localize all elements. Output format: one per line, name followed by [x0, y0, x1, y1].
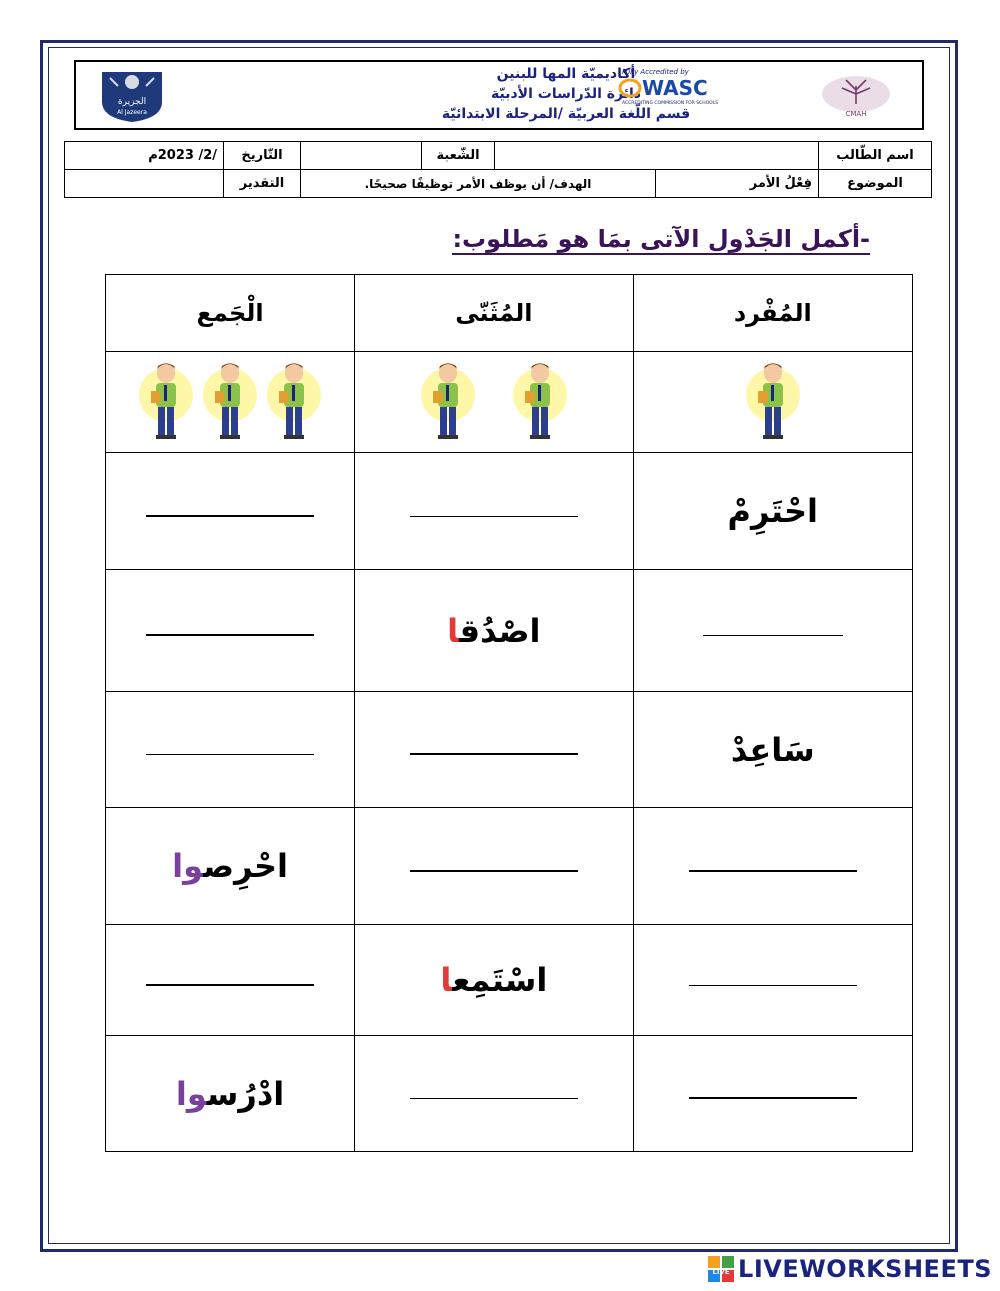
singular-cell[interactable]: [633, 570, 912, 692]
exercise-table: [105, 274, 913, 1152]
plural-cell[interactable]: [106, 692, 355, 808]
section-field[interactable]: [301, 142, 422, 170]
answer-blank[interactable]: [146, 634, 314, 636]
table-row: [106, 692, 913, 808]
singular-cell: احْتَرِمْ: [633, 453, 912, 570]
table-row: [106, 570, 913, 692]
figures-singular: [633, 352, 912, 453]
boy-figure-icon: [266, 357, 322, 447]
wasc-caption: Fully Accredited by: [622, 68, 689, 76]
header-singular: المُفْرد: [633, 275, 912, 352]
figures-plural: [106, 352, 355, 453]
plural-cell: [106, 1036, 355, 1152]
cmah-text: CMAH: [845, 110, 867, 118]
table-row: [106, 925, 913, 1036]
boy-figures: [106, 357, 354, 447]
plural-cell[interactable]: [106, 570, 355, 692]
answer-blank[interactable]: [410, 753, 578, 755]
singular-cell[interactable]: [633, 808, 912, 925]
header-plural: الْجَمع: [106, 275, 355, 352]
school-logo-text: الجزيرة: [117, 97, 147, 107]
plural-cell[interactable]: [106, 453, 355, 570]
answer-blank[interactable]: [689, 870, 857, 872]
plural-word: ادْرُس: [206, 1074, 285, 1113]
wasc-text: WASC: [642, 76, 708, 100]
section-name: قسم اللّغة العربيّة /المرحلة الابتدائيّة: [441, 106, 691, 122]
boy-figure-icon: [745, 357, 801, 447]
grade-field[interactable]: [65, 170, 224, 198]
student-name-label: اسم الطّالب: [819, 142, 932, 170]
singular-cell: سَاعِدْ: [633, 692, 912, 808]
liveworksheets-text: LIVEWORKSHEETS: [738, 1255, 992, 1283]
table-row: [106, 1036, 913, 1152]
date-label: التّاريخ: [224, 142, 301, 170]
dual-cell[interactable]: [355, 453, 633, 570]
answer-blank[interactable]: [146, 984, 314, 986]
dual-suffix: ا: [440, 961, 453, 999]
boy-figure-icon: [420, 357, 476, 447]
school-logo: [96, 68, 168, 124]
answer-blank[interactable]: [410, 1098, 578, 1099]
boy-figure-icon: [202, 357, 258, 447]
dual-cell: [355, 925, 633, 1036]
goal-text: الهدف/ أن يوظف الأمر توظيفًا صحيحًا.: [301, 170, 656, 198]
dual-suffix: ا: [447, 611, 460, 650]
plural-suffix: وا: [175, 1074, 207, 1113]
dual-cell[interactable]: [355, 1036, 633, 1152]
liveworksheets-logo-icon: [708, 1256, 734, 1282]
wasc-sub: ACCREDITING COMMISSION FOR SCHOOLS: [622, 101, 719, 106]
plural-suffix: وا: [172, 847, 204, 885]
singular-cell[interactable]: [633, 925, 912, 1036]
student-info-table: [64, 141, 932, 198]
logo-letters: LIVE: [712, 1268, 730, 1276]
department-name: دائرة الدّراسات الأدبيّة: [491, 86, 641, 102]
answer-blank[interactable]: [703, 635, 843, 636]
answer-blank[interactable]: [410, 516, 578, 517]
dual-cell[interactable]: [355, 808, 633, 925]
section-label: الشّعبة: [422, 142, 495, 170]
cmah-logo: [816, 70, 896, 120]
dual-word: اصْدُق: [459, 611, 541, 650]
singular-cell[interactable]: [633, 1036, 912, 1152]
school-logo-sub: Al Jazeera: [117, 109, 147, 116]
boy-figure-icon: [138, 357, 194, 447]
answer-blank[interactable]: [689, 985, 857, 986]
student-name-field[interactable]: [495, 142, 819, 170]
plural-cell[interactable]: [106, 925, 355, 1036]
wasc-logo: [616, 66, 756, 106]
topic-label: الموضوع: [819, 170, 932, 198]
header-box: [74, 60, 924, 130]
answer-blank[interactable]: [146, 515, 314, 517]
dual-word: اسْتَمِع: [452, 961, 548, 999]
boy-figures: [634, 357, 912, 447]
table-row: [106, 453, 913, 570]
answer-blank[interactable]: [689, 1097, 857, 1099]
instruction-heading: -أكمل الجَدْول الآتى بمَا هو مَطلوب:: [452, 225, 870, 253]
figures-dual: [355, 352, 633, 453]
grade-label: التقدير: [224, 170, 301, 198]
liveworksheets-brand: [708, 1255, 992, 1283]
answer-blank[interactable]: [146, 754, 314, 755]
plural-word: احْرِص: [203, 847, 288, 885]
dual-cell[interactable]: [355, 692, 633, 808]
boy-figure-icon: [512, 357, 568, 447]
header-dual: المُثَنّى: [355, 275, 633, 352]
boy-figures: [355, 357, 632, 447]
date-field[interactable]: /2/ 2023م: [65, 142, 224, 170]
answer-blank[interactable]: [410, 870, 578, 872]
topic-value: فِعْلُ الأمر: [656, 170, 819, 198]
academy-name: أكاديميّة المها للبنين: [496, 66, 636, 82]
dual-cell: [355, 570, 633, 692]
plural-cell: [106, 808, 355, 925]
table-row: [106, 808, 913, 925]
